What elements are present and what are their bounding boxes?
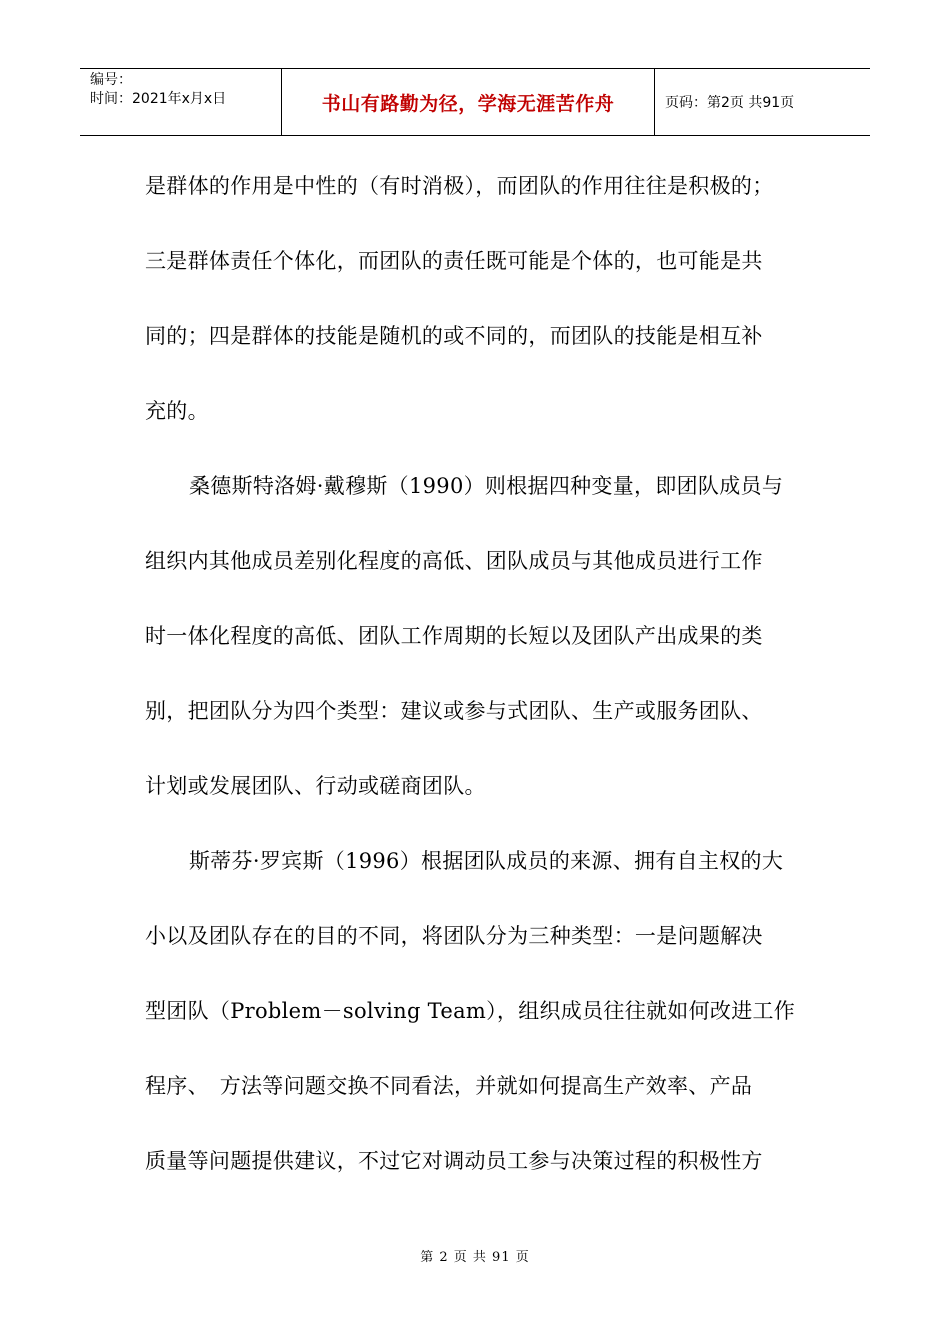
body-line-paragraph-start: 斯蒂芬·罗宾斯（1996）根据团队成员的来源、拥有自主权的大 xyxy=(189,849,784,873)
page-header xyxy=(80,68,870,136)
body-line: 型团队（Problem－solving Team），组织成员往往就如何改进工作 xyxy=(145,999,796,1023)
body-line: 小以及团队存在的目的不同，将团队分为三种类型：一是问题解决 xyxy=(145,924,763,948)
body-line: 别，把团队分为四个类型：建议或参与式团队、生产或服务团队、 xyxy=(145,699,763,723)
body-line: 充的。 xyxy=(145,399,209,423)
header-motto: 书山有路勤为径，学海无涯苦作舟 xyxy=(282,69,655,135)
page-footer: 第 2 页 共 91 页 xyxy=(420,1250,530,1265)
body-line: 同的；四是群体的技能是随机的或不同的，而团队的技能是相互补 xyxy=(145,324,763,348)
body-line: 计划或发展团队、行动或磋商团队。 xyxy=(145,774,486,798)
document-body xyxy=(145,165,810,1215)
body-line: 三是群体责任个体化，而团队的责任既可能是个体的，也可能是共 xyxy=(145,249,763,273)
header-page-number: 页码：第2页 共91页 xyxy=(665,95,795,111)
body-line-paragraph-start: 桑德斯特洛姆·戴穆斯（1990）则根据四种变量，即团队成员与 xyxy=(189,474,784,498)
body-line: 是群体的作用是中性的（有时消极），而团队的作用往往是积极的； xyxy=(145,174,774,198)
body-line: 时一体化程度的高低、团队工作周期的长短以及团队产出成果的类 xyxy=(145,624,763,648)
document-date-label: 时间：2021年x月x日 xyxy=(90,91,227,107)
body-line: 程序、 方法等问题交换不同看法，并就如何提高生产效率、产品 xyxy=(145,1074,753,1098)
header-meta xyxy=(80,69,282,135)
document-number-label: 编号： xyxy=(90,72,132,88)
body-line: 组织内其他成员差别化程度的高低、团队成员与其他成员进行工作 xyxy=(145,549,763,573)
body-line: 质量等问题提供建议，不过它对调动员工参与决策过程的积极性方 xyxy=(145,1149,763,1173)
